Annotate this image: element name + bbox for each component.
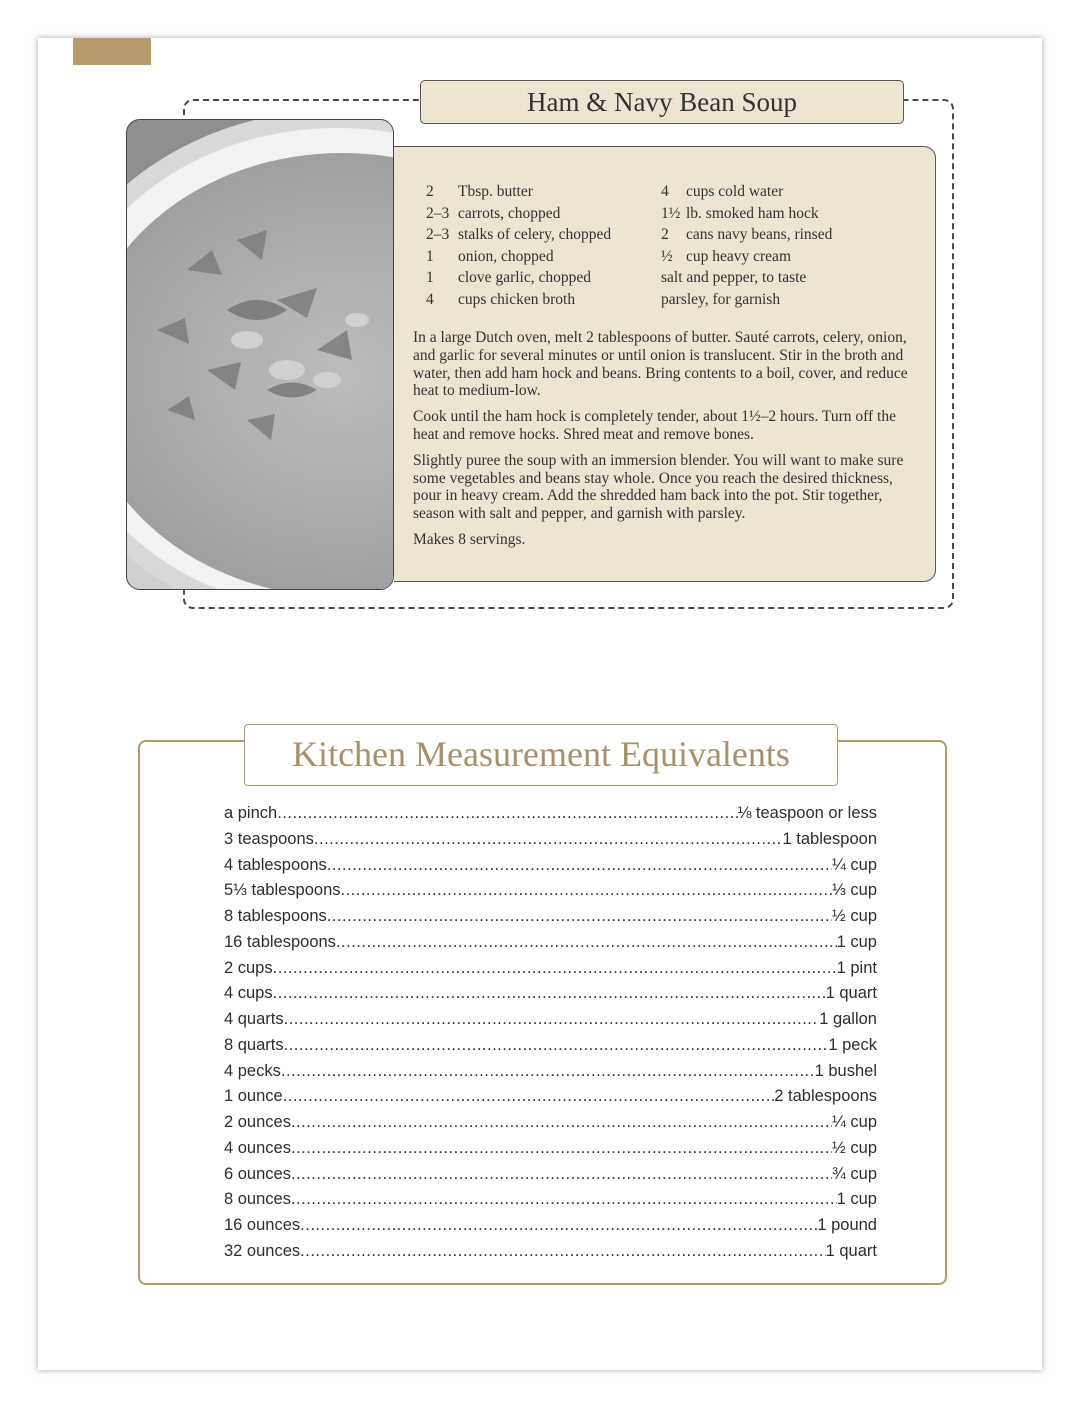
measurement-row	[224, 1062, 877, 1088]
measurement-equivalent: ⅓ cup	[832, 881, 877, 900]
direction-paragraph: Cook until the ham hock is completely tender, about 1½–2 hours. Turn off the heat and remove hocks. Shred meat and remove bones.	[413, 408, 896, 443]
recipe-panel	[394, 146, 936, 582]
ingredients-column-left	[426, 181, 656, 311]
measurement-amount: 4 quarts	[224, 1010, 284, 1028]
dot-leader	[327, 856, 832, 875]
measurement-amount: 2 cups	[224, 958, 273, 977]
measurement-row	[224, 1190, 877, 1216]
measurement-amount: 2 ounces	[224, 1113, 291, 1131]
ingredient-row	[661, 246, 931, 268]
measurement-equivalent: 1 quart	[825, 984, 877, 1003]
ingredient-item: clove garlic, chopped	[458, 269, 591, 287]
dot-leader	[300, 1242, 825, 1261]
measurement-row	[224, 881, 877, 907]
dot-leader	[284, 1010, 820, 1029]
ingredient-row	[426, 267, 656, 289]
ingredient-qty: 1½	[661, 204, 681, 222]
ingredient-qty: 4	[661, 183, 669, 200]
measurement-row	[224, 804, 877, 830]
dot-leader	[291, 1190, 837, 1209]
measurement-row	[224, 1242, 877, 1268]
measurement-amount: 4 cups	[224, 984, 273, 1003]
ingredient-qty: 2	[426, 183, 434, 200]
ingredient-qty: 2–3	[426, 204, 450, 222]
measurement-equivalent: ½ cup	[832, 1138, 877, 1157]
dot-leader	[277, 804, 737, 823]
measurement-equivalent: 1 cup	[836, 932, 877, 951]
measurement-row	[224, 1087, 877, 1113]
measurement-row	[224, 856, 877, 882]
measurement-equivalent: 1 gallon	[819, 1010, 877, 1028]
measurement-amount: 4 ounces	[224, 1138, 291, 1157]
measurement-amount: 4 tablespoons	[224, 855, 327, 874]
ingredient-row	[661, 224, 931, 246]
measurement-amount: 16 tablespoons	[224, 932, 336, 951]
ingredient-item: cups cold water	[686, 183, 784, 200]
ingredient-row	[661, 289, 931, 311]
ingredient-qty: 1	[426, 247, 434, 265]
measurement-row	[224, 959, 877, 985]
measurement-amount: 1 ounce	[224, 1087, 283, 1106]
recipe-title: Ham & Navy Bean Soup	[420, 80, 904, 124]
measurement-equivalent: 2 tablespoons	[774, 1087, 877, 1106]
measurement-row	[224, 1165, 877, 1191]
dot-leader	[327, 907, 832, 926]
measurement-amount: 4 pecks	[224, 1061, 281, 1080]
ingredient-qty: 1	[426, 269, 434, 287]
ingredient-item: parsley, for garnish	[661, 290, 781, 308]
measurement-amount: a pinch	[224, 804, 278, 822]
measurement-amount: 8 quarts	[224, 1035, 284, 1054]
measurement-amount: 5⅓ tablespoons	[224, 881, 341, 900]
ingredient-qty: 4	[426, 290, 434, 308]
recipe-directions	[413, 329, 918, 557]
measurement-amount: 32 ounces	[224, 1241, 301, 1260]
ingredient-row	[426, 181, 656, 203]
dot-leader	[273, 959, 837, 978]
measurement-amount: 8 tablespoons	[224, 907, 327, 925]
measurement-row	[224, 933, 877, 959]
measurement-row	[224, 984, 877, 1010]
ingredient-item: onion, chopped	[458, 247, 554, 265]
measurement-amount: 16 ounces	[224, 1216, 301, 1234]
dot-leader	[291, 1139, 832, 1158]
ingredient-row	[426, 203, 656, 225]
dot-leader	[300, 1216, 817, 1235]
measurements-title: Kitchen Measurement Equivalents	[244, 724, 838, 786]
measurement-row	[224, 907, 877, 933]
measurement-equivalent: 1 quart	[825, 1241, 877, 1260]
measurement-equivalent: ¼ cup	[832, 1113, 877, 1131]
measurement-row	[224, 1010, 877, 1036]
dot-leader	[336, 933, 837, 952]
ingredient-qty: 2	[661, 226, 669, 244]
measurement-row	[224, 830, 877, 856]
dot-leader	[273, 984, 826, 1003]
measurement-amount: 6 ounces	[224, 1164, 291, 1183]
ingredient-row	[661, 181, 931, 203]
measurement-equivalent: ¼ cup	[832, 855, 877, 874]
dot-leader	[281, 1062, 815, 1081]
soup-bowl-illustration	[127, 120, 393, 589]
ingredient-row	[426, 246, 656, 268]
corner-tab	[73, 38, 151, 65]
measurement-equivalent: ⅛ teaspoon or less	[737, 804, 877, 822]
ingredient-item: Tbsp. butter	[458, 183, 533, 200]
measurements-list	[224, 804, 877, 1268]
ingredient-item: stalks of celery, chopped	[458, 226, 612, 244]
servings-note: Makes 8 servings.	[413, 530, 526, 548]
dot-leader	[291, 1165, 832, 1184]
ingredient-item: cup heavy cream	[686, 247, 791, 265]
measurement-row	[224, 1139, 877, 1165]
measurement-equivalent: 1 pint	[836, 958, 877, 977]
ingredient-item: cups chicken broth	[458, 290, 576, 308]
ingredient-row	[426, 224, 656, 246]
measurement-equivalent: 1 peck	[828, 1035, 877, 1054]
measurement-equivalent: 1 bushel	[814, 1061, 877, 1080]
dot-leader	[291, 1113, 832, 1132]
cookbook-page	[38, 38, 1042, 1370]
ingredient-qty: 2–3	[426, 226, 450, 244]
ingredient-item: salt and pepper, to taste	[661, 269, 807, 287]
measurement-row	[224, 1113, 877, 1139]
direction-paragraph: In a large Dutch oven, melt 2 tablespoons of butter. Sauté carrots, celery, onion, and garlic for several minutes or until onion is translucent. Stir in the broth and water, then add ham hock and beans. Bring contents to a boil, cover, and reduce heat to medium-low.	[413, 329, 908, 400]
measurement-row	[224, 1216, 877, 1242]
measurement-equivalent: 1 cup	[836, 1190, 877, 1209]
ingredient-item: carrots, chopped	[458, 204, 561, 222]
measurement-equivalent: 1 tablespoon	[782, 829, 877, 848]
dot-leader	[283, 1087, 775, 1106]
measurement-equivalent: ¾ cup	[832, 1164, 877, 1183]
ingredient-row	[661, 267, 931, 289]
dot-leader	[284, 1036, 829, 1055]
direction-paragraph: Slightly puree the soup with an immersion blender. You will want to make sure some vegetables and beans stay whole. Once you reach the desired thickness, pour in heavy cream. Add the shredded ham back into the pot. Stir together, season with salt and pepper, and garnish with parsley.	[413, 451, 904, 523]
ingredient-row	[661, 203, 931, 225]
dot-leader	[314, 830, 783, 849]
ingredient-item: cans navy beans, rinsed	[686, 226, 833, 244]
measurement-amount: 3 teaspoons	[224, 829, 314, 848]
ingredients-column-right	[661, 181, 931, 311]
ingredient-qty: ½	[661, 247, 673, 265]
ingredient-row	[426, 289, 656, 311]
measurement-amount: 8 ounces	[224, 1190, 291, 1209]
soup-bowl-photo	[126, 119, 394, 590]
dot-leader	[341, 881, 833, 900]
measurement-row	[224, 1036, 877, 1062]
measurement-equivalent: 1 pound	[817, 1216, 877, 1234]
measurement-equivalent: ½ cup	[832, 907, 877, 925]
ingredient-item: lb. smoked ham hock	[686, 204, 819, 222]
